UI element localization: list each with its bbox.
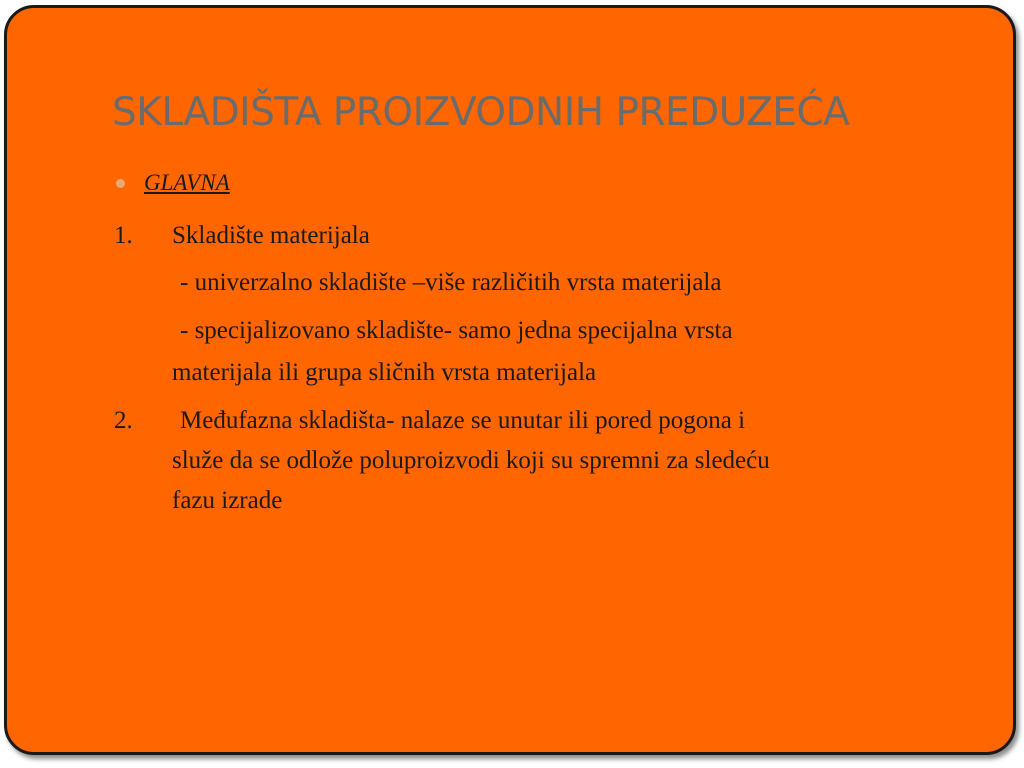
item-1-subline-3: materijala ili grupa sličnih vrsta materijala	[172, 359, 597, 386]
item-1-heading: Skladište materijala	[172, 222, 370, 249]
bullet-dot-icon	[116, 179, 125, 188]
slide-title: SKLADIŠTA PROIZVODNIH PREDUZEĆA	[112, 90, 850, 135]
bullet-glavna: GLAVNA	[144, 170, 230, 195]
item-2-line-3: fazu izrade	[172, 487, 283, 514]
item-1-subline-2: - specijalizovano skladište- samo jedna specijalna vrsta	[180, 317, 733, 344]
item-2-number: 2.	[114, 407, 133, 434]
item-2-line-2: služe da se odlože poluproizvodi koji su spremni za sledeću	[172, 447, 770, 474]
item-2-line-1: Međufazna skladišta- nalaze se unutar ili pored pogona i	[180, 407, 746, 434]
item-1-subline-1: - univerzalno skladište –više različitih vrsta materijala	[180, 269, 722, 296]
item-1-number: 1.	[114, 222, 133, 249]
